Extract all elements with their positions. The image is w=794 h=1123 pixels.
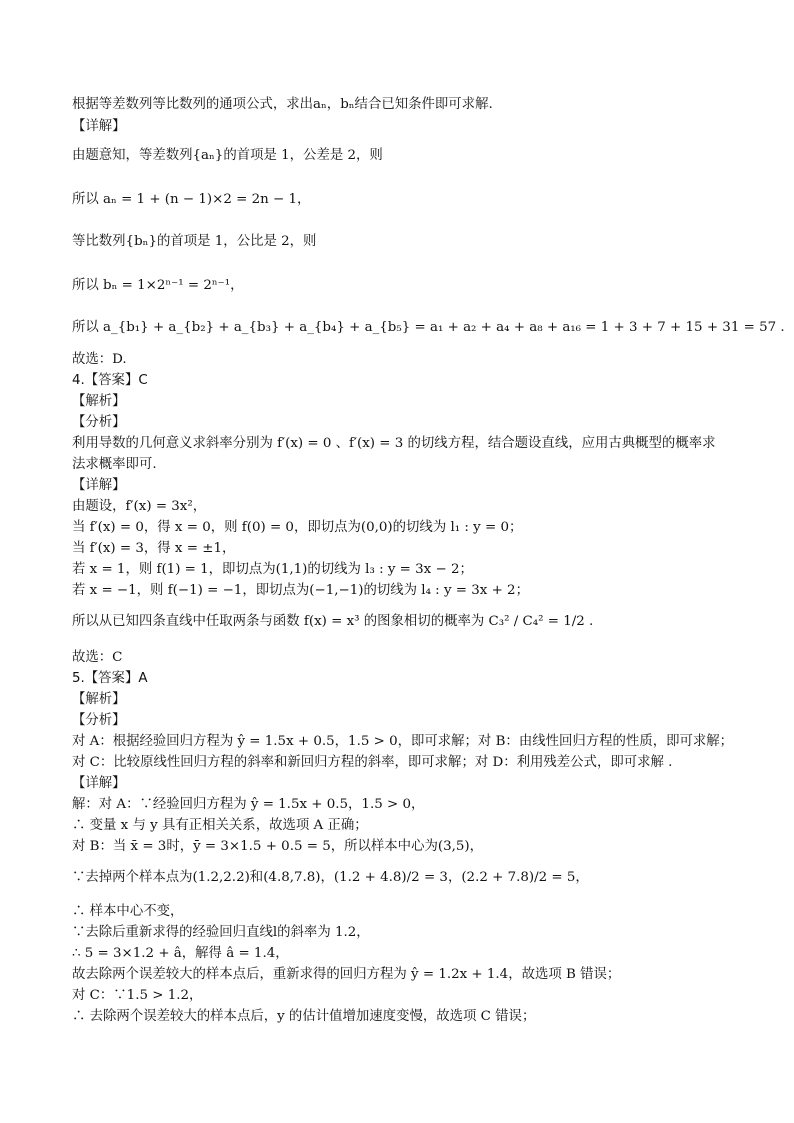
formula-line: 解：对 A：∵经验回归方程为 ŷ = 1.5x + 0.5，1.5 > 0，	[72, 797, 425, 812]
formula-line: 故去除两个误差较大的样本点后，重新求得的回归方程为 ŷ = 1.2x + 1.4，故选项 B 错误；	[72, 967, 621, 982]
formula-line: 所以 bₙ = 1×2ⁿ⁻¹ = 2ⁿ⁻¹，	[72, 278, 244, 293]
section-heading: 【解析】	[72, 394, 126, 409]
formula-line: ∴ 变量 x 与 y 具有正相关关系，故选项 A 正确；	[72, 818, 368, 833]
formula-line: 若 x = −1，则 f(−1) = −1，即切点为(−1,−1)的切线为 l₄ : y = 3x + 2；	[72, 583, 529, 598]
section-heading: 【详解】	[72, 478, 126, 493]
answer-line: 故选：C	[72, 650, 123, 665]
formula-line: 由题设，f′(x) = 3x²，	[72, 499, 207, 514]
text-line: 对 A：根据经验回归方程为 ŷ = 1.5x + 0.5，1.5 > 0，即可求解；对 B：由线性回归方程的性质，即可求解；	[72, 734, 734, 749]
text-line: ∴ 样本中心不变，	[72, 904, 184, 919]
formula-line: ∴ 5 = 3×1.2 + â，解得 â = 1.4，	[72, 946, 289, 961]
text-line: 利用导数的几何意义求斜率分别为 f′(x) = 0 、f′(x) = 3 的切线方程，结合题设直线，应用古典概型的概率求	[72, 436, 716, 451]
section-heading: 【分析】	[72, 415, 126, 430]
formula-line: 当 f′(x) = 0，得 x = 0，则 f(0) = 0，即切点为(0,0)的切线为 l₁ : y = 0；	[72, 520, 523, 535]
text-line: ∵去除后重新求得的经验回归直线l的斜率为 1.2，	[72, 925, 370, 940]
formula-line: 当 f′(x) = 3，得 x = ±1，	[72, 541, 236, 556]
formula-line: 所以从已知四条直线中任取两条与函数 f(x) = x³ 的图象相切的概率为 C₃² / C₄² = 1/2 .	[72, 614, 594, 629]
question-answer: 4.【答案】C	[72, 373, 148, 388]
text-line: 根据等差数列等比数列的通项公式，求出aₙ，bₙ结合已知条件即可求解.	[72, 97, 493, 112]
section-heading: 【分析】	[72, 713, 126, 728]
text-line: 法求概率即可.	[72, 457, 157, 472]
formula-line: ∵去掉两个样本点为(1.2,2.2)和(4.8,7.8)，(1.2 + 4.8)/2 = 3，(2.2 + 7.8)/2 = 5，	[72, 870, 589, 885]
answer-line: 故选：D.	[72, 352, 127, 367]
formula-line: 所以 aₙ = 1 + (n − 1)×2 = 2n − 1，	[72, 192, 311, 207]
formula-line: 对 B：当 x̄ = 3时，ȳ = 3×1.5 + 0.5 = 5，所以样本中心为(3,5)，	[72, 839, 483, 854]
section-heading: 【解析】	[72, 692, 126, 707]
formula-line: 所以 a_{b₁} + a_{b₂} + a_{b₃} + a_{b₄} + a_{b₅} = a₁ + a₂ + a₄ + a₈ + a₁₆ = 1 + 3 + 7 + 15 + 31 = 57 .	[72, 320, 785, 335]
formula-line: 对 C：∵1.5 > 1.2，	[72, 988, 203, 1003]
question-answer: 5.【答案】A	[72, 671, 148, 686]
text-line: 等比数列{bₙ}的首项是 1，公比是 2，则	[72, 234, 317, 249]
section-heading: 【详解】	[72, 776, 126, 791]
formula-line: 若 x = 1，则 f(1) = 1，即切点为(1,1)的切线为 l₃ : y = 3x − 2；	[72, 562, 473, 577]
text-line: 由题意知，等差数列{aₙ}的首项是 1，公差是 2，则	[72, 148, 383, 163]
text-line: ∴ 去除两个误差较大的样本点后，y 的估计值增加速度变慢，故选项 C 错误；	[72, 1009, 536, 1024]
section-heading: 【详解】	[72, 119, 126, 134]
text-line: 对 C：比较原线性回归方程的斜率和新回归方程的斜率，即可求解；对 D：利用残差公式，即可求解 .	[72, 755, 673, 770]
